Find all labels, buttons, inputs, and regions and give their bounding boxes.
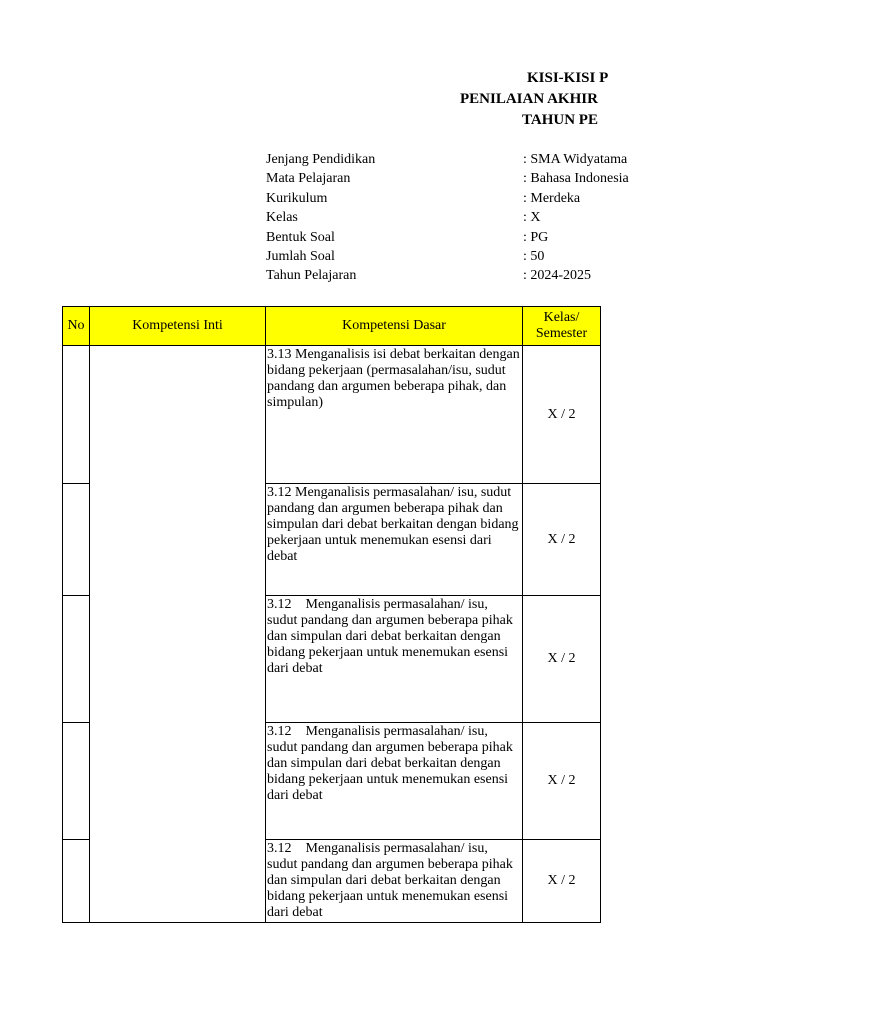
info-label-tahun: Tahun Pelajaran bbox=[266, 268, 357, 283]
row-2-no bbox=[62, 483, 90, 596]
title-line-1: KISI-KISI P bbox=[527, 70, 609, 86]
row-5-kelas-semester: X / 2 bbox=[522, 839, 601, 923]
header-semester-label: Semester bbox=[535, 326, 588, 341]
row-1-no bbox=[62, 345, 90, 484]
info-value-tahun: : 2024-2025 bbox=[523, 268, 592, 283]
row-4-no bbox=[62, 722, 90, 840]
row-2-kompetensi-dasar: 3.12 Menganalisis permasalahan/ isu, sudut pandang dan argumen beberapa pihak dan simpulan dari debat berkaitan dengan bidang pekerjaan untuk menemukan esensi dari debat bbox=[265, 483, 523, 596]
info-label-jenjang: Jenjang Pendidikan bbox=[266, 152, 376, 167]
info-label-kelas: Kelas bbox=[266, 210, 298, 225]
header-kompetensi-dasar: Kompetensi Dasar bbox=[265, 306, 523, 346]
info-value-kelas: : X bbox=[523, 210, 541, 225]
kompetensi-inti-merged-cell bbox=[89, 345, 266, 923]
info-value-mapel: : Bahasa Indonesia bbox=[523, 171, 629, 186]
header-kelas-label: Kelas/ bbox=[543, 310, 580, 325]
info-value-jumlah: : 50 bbox=[523, 249, 545, 264]
row-4-kelas-semester: X / 2 bbox=[522, 722, 601, 840]
info-value-jenjang: : SMA Widyatama bbox=[523, 152, 628, 167]
row-5-kompetensi-dasar: 3.12 Menganalisis permasalahan/ isu, sudut pandang dan argumen beberapa pihak dan simpulan dari debat berkaitan dengan bidang pekerjaan untuk menemukan esensi dari debat bbox=[265, 839, 523, 923]
info-label-jumlah: Jumlah Soal bbox=[266, 249, 335, 264]
row-3-kompetensi-dasar: 3.12 Menganalisis permasalahan/ isu, sudut pandang dan argumen beberapa pihak dan simpulan dari debat berkaitan dengan bidang pekerjaan untuk menemukan esensi dari debat bbox=[265, 595, 523, 723]
info-label-kurikulum: Kurikulum bbox=[266, 191, 328, 206]
row-3-kelas-semester: X / 2 bbox=[522, 595, 601, 723]
info-label-mapel: Mata Pelajaran bbox=[266, 171, 351, 186]
row-2-kelas-semester: X / 2 bbox=[522, 483, 601, 596]
title-line-2: PENILAIAN AKHIR bbox=[460, 91, 598, 107]
row-5-no bbox=[62, 839, 90, 923]
row-4-kompetensi-dasar: 3.12 Menganalisis permasalahan/ isu, sudut pandang dan argumen beberapa pihak dan simpulan dari debat berkaitan dengan bidang pekerjaan untuk menemukan esensi dari debat bbox=[265, 722, 523, 840]
header-no: No bbox=[62, 306, 90, 346]
info-label-bentuk: Bentuk Soal bbox=[266, 230, 335, 245]
row-1-kelas-semester: X / 2 bbox=[522, 345, 601, 484]
info-value-bentuk: : PG bbox=[523, 230, 549, 245]
title-line-3: TAHUN PE bbox=[522, 112, 598, 128]
header-kelas-semester bbox=[522, 306, 601, 346]
header-kompetensi-inti: Kompetensi Inti bbox=[89, 306, 266, 346]
info-value-kurikulum: : Merdeka bbox=[523, 191, 581, 206]
row-3-no bbox=[62, 595, 90, 723]
row-1-kompetensi-dasar: 3.13 Menganalisis isi debat berkaitan dengan bidang pekerjaan (permasalahan/isu, sudut pandang dan argumen beberapa pihak, dan simpulan) bbox=[265, 345, 523, 484]
